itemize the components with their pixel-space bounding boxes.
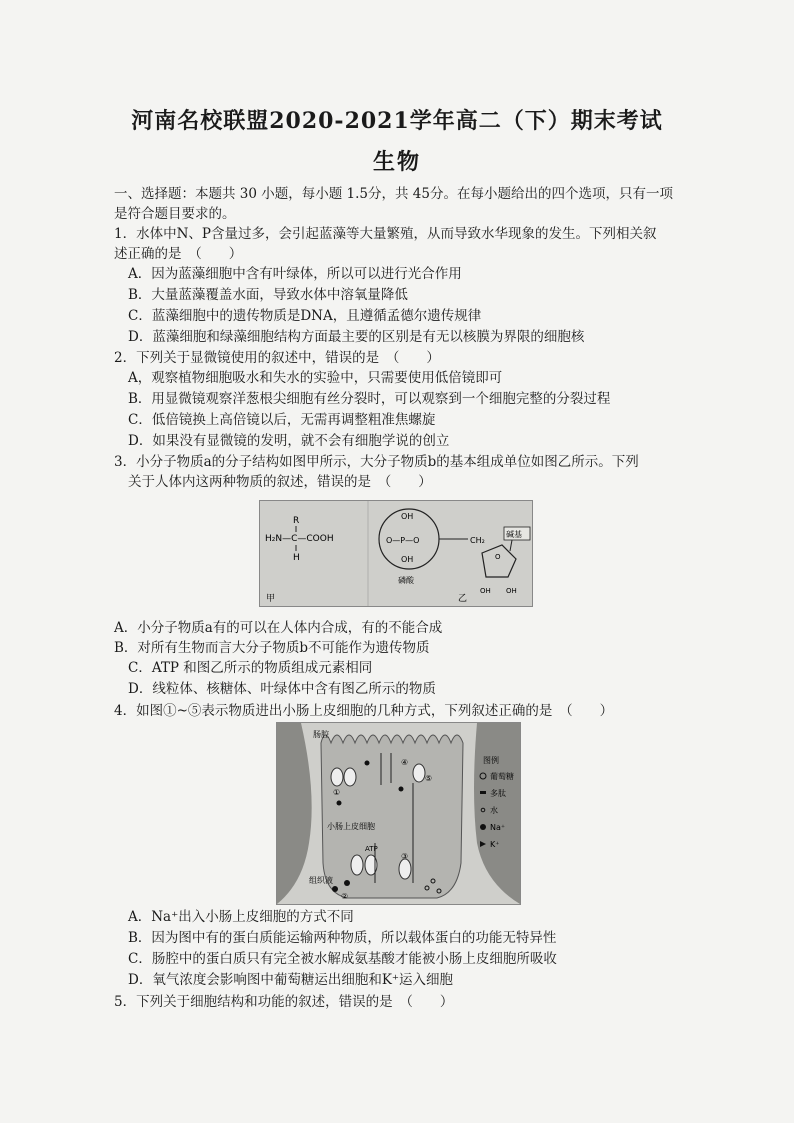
section-instruction-line1: 一、选择题：本题共 30 小题，每小题 1.5分，共 45分。在每小题给出的四个选项，只有一项	[114, 186, 673, 202]
fig-ring-o: O	[495, 553, 501, 561]
intestinal-cell-diagram	[277, 723, 520, 904]
legend-glucose: 葡萄糖	[490, 772, 514, 781]
q3-option-b: B．对所有生物而言大分子物质b不可能作为遗传物质	[114, 640, 430, 656]
q2-option-d: D．如果没有显微镜的发明，就不会有细胞学说的创立	[128, 433, 450, 449]
q4-option-a: A．Na⁺出入小肠上皮细胞的方式不同	[128, 909, 354, 925]
molecule-diagram	[260, 501, 532, 606]
q2-option-a: A，观察植物细胞吸水和失水的实验中，只需要使用低倍镜即可	[128, 370, 503, 386]
fig-oh-top: OH	[401, 512, 414, 521]
q1-option-d: D．蓝藻细胞和绿藻细胞结构方面最主要的区别是有无以核膜为界限的细胞核	[128, 329, 585, 345]
section-instruction-line2: 是符合题目要求的。	[114, 206, 236, 222]
fig-step-5: ⑤	[425, 774, 433, 783]
fig-oh-left: OH	[480, 587, 491, 595]
fig-phosphate-label: 磷酸	[398, 576, 414, 585]
fig-ch2: CH₂	[470, 536, 485, 545]
fig-step-3: ③	[401, 852, 409, 861]
q4-figure	[276, 722, 521, 905]
fig-step-2: ②	[341, 892, 349, 901]
fig-base-label: 碱基	[506, 530, 522, 539]
left-neighbor-cell	[277, 723, 312, 904]
fig-step-1: ①	[333, 788, 341, 797]
legend-k: K⁺	[490, 840, 500, 849]
q3-stem-line1: 3．小分子物质a的分子结构如图甲所示，大分子物质b的基本组成单位如图乙所示。下列	[114, 454, 639, 470]
legend-title: 图例	[483, 756, 499, 765]
q1-option-c: C．蓝藻细胞中的遗传物质是DNA，且遵循孟德尔遗传规律	[128, 308, 482, 324]
fig-label-yi: 乙	[458, 594, 468, 604]
fig-atp: ATP	[365, 845, 378, 853]
q4-option-c: C．肠腔中的蛋白质只有完全被水解成氨基酸才能被小肠上皮细胞所吸收	[128, 951, 557, 967]
fig-amino-group: H₂N—C—COOH	[265, 534, 334, 544]
q4-option-b: B．因为图中有的蛋白质能运输两种物质，所以载体蛋白的功能无特异性	[128, 930, 557, 946]
q3-figure	[259, 500, 533, 607]
q1-stem-line2: 述正确的是 （ ）	[114, 246, 243, 262]
exam-title: 河南名校联盟2020-2021学年高二（下）期末考试	[131, 108, 663, 134]
fig-tissue-fluid: 组织液	[309, 876, 333, 885]
q3-option-c: C．ATP 和图乙所示的物质组成元素相同	[128, 660, 373, 676]
q1-stem-line1: 1．水体中N、P含量过多，会引起蓝藻等大量繁殖，从而导致水华现象的发生。下列相关叙	[114, 226, 657, 242]
fig-lumen: 肠腔	[313, 730, 329, 739]
q3-option-a: A．小分子物质a有的可以在人体内合成，有的不能合成	[114, 620, 443, 636]
legend-peptide: 多肽	[490, 789, 506, 798]
epithelial-cell	[321, 735, 463, 898]
fig-oh-right: OH	[506, 587, 517, 595]
q4-stem: 4．如图①~⑤表示物质进出小肠上皮细胞的几种方式，下列叙述正确的是 （ ）	[114, 703, 614, 719]
fig-r: R	[293, 516, 300, 526]
q5-stem: 5．下列关于细胞结构和功能的叙述，错误的是 （ ）	[114, 994, 454, 1010]
q4-option-d: D．氧气浓度会影响图中葡萄糖运出细胞和K⁺运入细胞	[128, 972, 454, 988]
subject-title: 生物	[372, 149, 421, 175]
fig-cell-label: 小肠上皮细胞	[327, 822, 375, 831]
fig-h-bottom: H	[293, 553, 300, 563]
legend-water: 水	[490, 806, 498, 815]
q2-option-b: B．用显微镜观察洋葱根尖细胞有丝分裂时，可以观察到一个细胞完整的分裂过程	[128, 391, 611, 407]
q1-option-a: A．因为蓝藻细胞中含有叶绿体，所以可以进行光合作用	[128, 266, 462, 282]
q1-option-b: B．大量蓝藻覆盖水面，导致水体中溶氧量降低	[128, 287, 408, 303]
fig-step-4: ④	[401, 758, 409, 767]
legend-na: Na⁺	[490, 823, 506, 832]
q3-stem-line2: 关于人体内这两种物质的叙述，错误的是 （ ）	[128, 474, 432, 490]
q3-option-d: D．线粒体、核糖体、叶绿体中含有图乙所示的物质	[128, 681, 436, 697]
q2-stem: 2．下列关于显微镜使用的叙述中，错误的是 （ ）	[114, 350, 440, 366]
fig-oh-bottom: OH	[401, 555, 414, 564]
fig-phosphate-center: O—P—O	[386, 536, 420, 545]
ribose-ring	[482, 545, 516, 577]
fig-label-jia: 甲	[266, 594, 276, 604]
q2-option-c: C．低倍镜换上高倍镜以后，无需再调整粗准焦螺旋	[128, 412, 436, 428]
